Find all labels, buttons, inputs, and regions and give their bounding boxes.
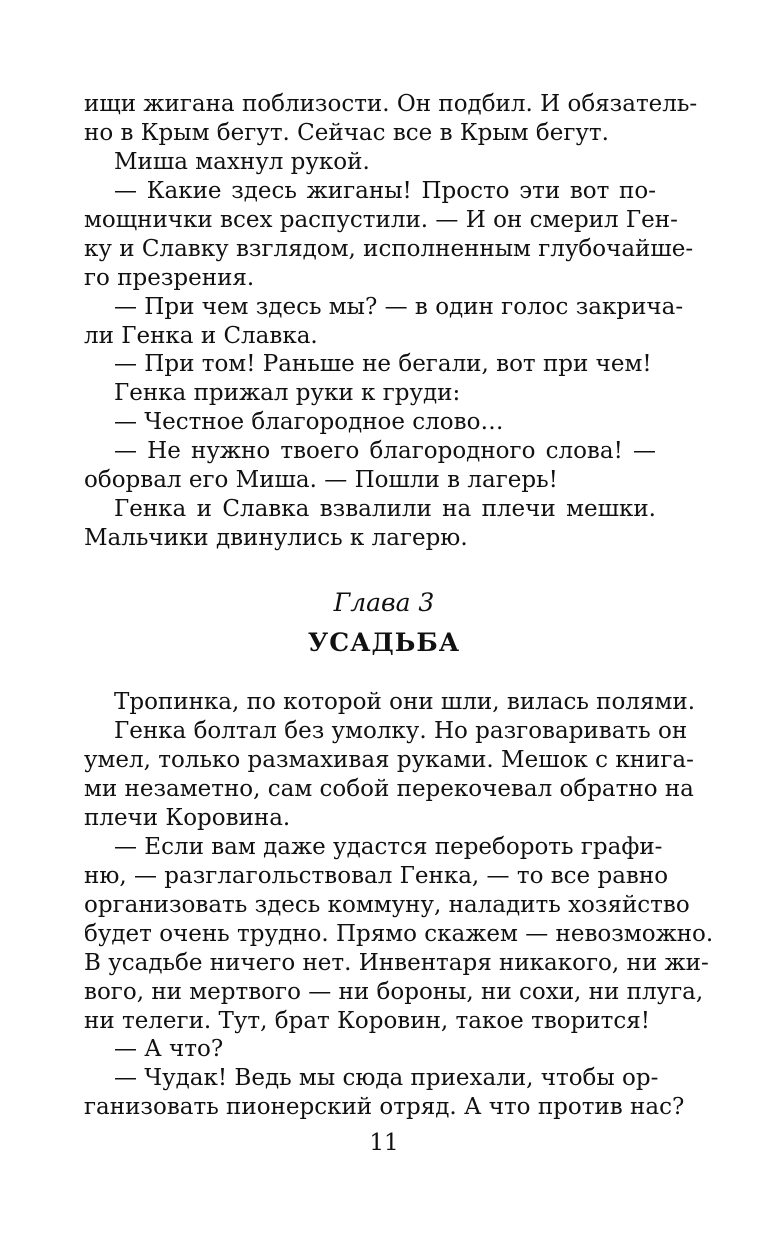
text-line: — Чудак! Ведь мы сюда приехали, чтобы ор- xyxy=(114,1065,659,1091)
text-line: ку и Славку взглядом, исполненным глубочайше- xyxy=(84,236,694,262)
text-line: ни телеги. Тут, брат Коровин, такое творится! xyxy=(84,1008,651,1034)
chapter-number: Глава 3 xyxy=(333,588,435,617)
text-line: ню, — разглагольствовал Генка, — то все равно xyxy=(84,863,669,889)
text-line: Генка и Славка взвалили на плечи мешки. xyxy=(114,496,656,522)
text-line: Тропинка, по которой они шли, вилась полями. xyxy=(114,689,696,715)
text-line: организовать здесь коммуну, наладить хозяйство xyxy=(84,892,690,918)
text-line: го презрения. xyxy=(84,265,255,291)
page-number: 11 xyxy=(369,1130,399,1156)
text-line: В усадьбе ничего нет. Инвентаря никакого, ни жи- xyxy=(84,950,709,976)
text-line: Генка болтал без умолку. Но разговаривать он xyxy=(114,718,688,744)
text-line: но в Крым бегут. Сейчас все в Крым бегут. xyxy=(84,120,609,146)
chapter-title: УСАДЬБА xyxy=(307,628,461,657)
text-line: Миша махнул рукой. xyxy=(114,149,370,175)
text-line: ли Генка и Славка. xyxy=(84,323,318,349)
text-line: ганизовать пионерский отряд. А что против нас? xyxy=(84,1094,685,1120)
text-line: — Если вам даже удастся перебороть графи- xyxy=(114,834,663,860)
text-line: Генка прижал руки к груди: xyxy=(114,380,461,406)
text-line: умел, только размахивая руками. Мешок с книга- xyxy=(84,747,694,773)
text-line: ищи жигана поблизости. Он подбил. И обязатель- xyxy=(84,91,698,117)
text-line: будет очень трудно. Прямо скажем — невозможно. xyxy=(84,921,714,947)
text-line: Мальчики двинулись к лагерю. xyxy=(84,525,468,551)
text-line: вого, ни мертвого — ни бороны, ни сохи, ни плуга, xyxy=(84,979,704,1005)
text-line: — Какие здесь жиганы! Просто эти вот по- xyxy=(114,178,656,204)
text-line: — При чем здесь мы? — в один голос закрича- xyxy=(114,294,684,320)
text-line: ми незаметно, сам собой перекочевал обратно на xyxy=(84,776,694,802)
text-line: — При том! Раньше не бегали, вот при чем! xyxy=(114,351,652,377)
text-line: — Честное благородное слово… xyxy=(114,409,504,435)
text-line: оборвал его Миша. — Пошли в лагерь! xyxy=(84,467,558,493)
text-line: плечи Коровина. xyxy=(84,805,291,831)
text-line: — Не нужно твоего благородного слова! — xyxy=(114,438,656,464)
text-line: — А что? xyxy=(114,1036,224,1062)
text-line: мощнички всех распустили. — И он смерил Ген- xyxy=(84,207,678,233)
